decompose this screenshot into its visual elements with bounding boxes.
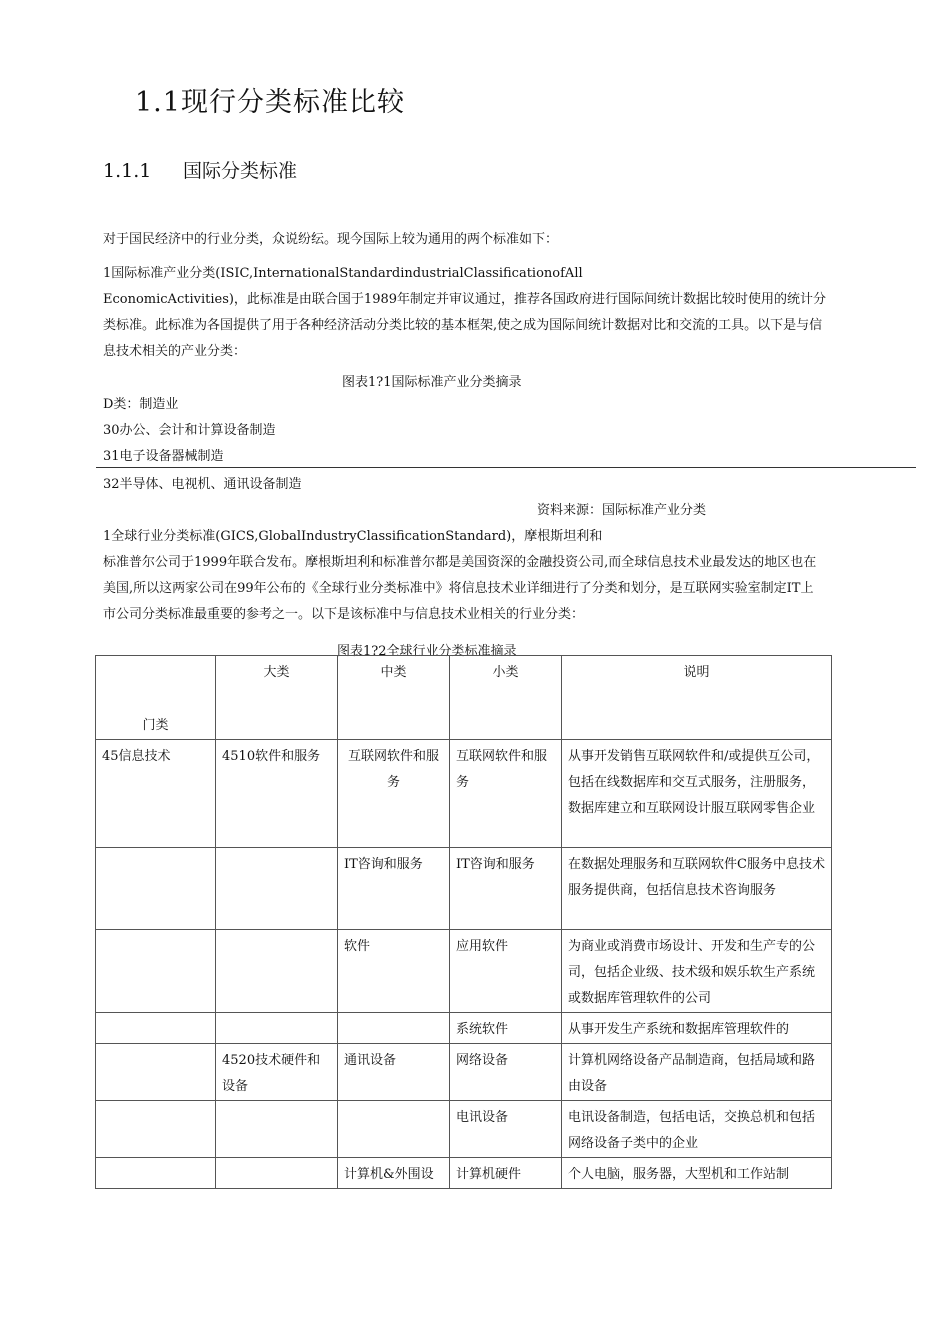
divider-line (96, 467, 916, 468)
table-row (96, 740, 832, 848)
table-row (96, 1158, 832, 1189)
cell-zhong: 软件 (338, 930, 450, 1013)
table-row (96, 930, 832, 1013)
gics-line: 美国,所以这两家公司在99年公布的《全球行业分类标准中》将信息技术业详细进行了分类和划分，是互联网实验室制定IT上 (103, 581, 814, 596)
table-row (96, 1044, 832, 1101)
isic-item: 31电子设备器械制造 (103, 449, 224, 464)
isic-caption: 图表1?1国际标准产业分类摘录 (342, 375, 522, 390)
cell-zhong: 互联网软件和服务 (338, 740, 450, 848)
cell-desc: 在数据处理服务和互联网软件C服务中息技术服务提供商，包括信息技术咨询服务 (562, 848, 832, 930)
gics-table (95, 655, 832, 1189)
gics-line: 市公司分类标准最重要的参考之一。以下是该标准中与信息技术业相关的行业分类： (103, 607, 585, 622)
table-row (96, 1013, 832, 1044)
subsection-number: 1.1.1 (103, 160, 152, 182)
gics-paragraph (103, 524, 918, 628)
isic-line: 息技术相关的产业分类： (103, 344, 247, 359)
cell-zhong: 通讯设备 (338, 1044, 450, 1101)
cell-men (96, 1101, 216, 1158)
cell-da (216, 1013, 338, 1044)
cell-desc: 电讯设备制造，包括电话，交换总机和包括网络设备子类中的企业 (562, 1101, 832, 1158)
isic-line: 类标准。此标准为各国提供了用于各种经济活动分类比较的基本框架,使之成为国际间统计数据对比和交流的工具。以下是与信 (103, 318, 823, 333)
intro-paragraph: 对于国民经济中的行业分类，众说纷纭。现今国际上较为通用的两个标准如下： (103, 232, 559, 247)
cell-xiao: 系统软件 (450, 1013, 562, 1044)
cell-xiao: 电讯设备 (450, 1101, 562, 1158)
isic-item: 30办公、会计和计算设备制造 (103, 423, 276, 438)
cell-da (216, 930, 338, 1013)
cell-desc: 从事开发销售互联网软件和/或提供互公司，包括在线数据库和交互式服务，注册服务，数据库建立和互联网设计服互联网零售企业 (562, 740, 832, 848)
isic-list (103, 392, 918, 470)
cell-da (216, 1158, 338, 1189)
isic-source: 资料来源：国际标准产业分类 (537, 503, 707, 518)
isic-paragraph (103, 261, 918, 365)
gics-line: 1全球行业分类标准(GICS,GlobalIndustryClassificationStandard)，摩根斯坦利和 (103, 529, 603, 544)
cell-desc: 从事开发生产系统和数据库管理软件的 (562, 1013, 832, 1044)
table-row (96, 1101, 832, 1158)
cell-da: 4520技术硬件和设备 (216, 1044, 338, 1101)
header-xiao: 小类 (450, 656, 562, 740)
cell-xiao: 互联网软件和服务 (450, 740, 562, 848)
header-men: 门类 (96, 656, 216, 740)
cell-desc: 个人电脑，服务器，大型机和工作站制 (562, 1158, 832, 1189)
section-heading: 1.1现行分类标准比较 (135, 87, 405, 118)
cell-zhong: IT咨询和服务 (338, 848, 450, 930)
cell-zhong: 计算机&外围设 (338, 1158, 450, 1189)
header-zhong: 中类 (338, 656, 450, 740)
table-row (96, 848, 832, 930)
cell-men (96, 930, 216, 1013)
cell-desc: 为商业或消费市场设计、开发和生产专的公司，包括企业级、技术级和娱乐软生产系统或数据库管理软件的公司 (562, 930, 832, 1013)
cell-men: 45信息技术 (96, 740, 216, 848)
isic-line: EconomicActivities)，此标准是由联合国于1989年制定并审议通过，推荐各国政府进行国际间统计数据比较时使用的统计分 (103, 292, 827, 307)
cell-men (96, 1158, 216, 1189)
subsection-heading (103, 156, 297, 183)
isic-item: 32半导体、电视机、通讯设备制造 (103, 477, 302, 492)
table-header-row (96, 656, 832, 740)
gics-caption: 图表1?2全球行业分类标准摘录 (337, 644, 517, 659)
cell-da (216, 1101, 338, 1158)
cell-zhong (338, 1101, 450, 1158)
isic-item: D类：制造业 (103, 397, 179, 412)
cell-xiao: IT咨询和服务 (450, 848, 562, 930)
header-da: 大类 (216, 656, 338, 740)
cell-xiao: 网络设备 (450, 1044, 562, 1101)
cell-xiao: 计算机硬件 (450, 1158, 562, 1189)
cell-men (96, 1013, 216, 1044)
cell-zhong (338, 1013, 450, 1044)
subsection-title: 国际分类标准 (183, 160, 298, 182)
cell-xiao: 应用软件 (450, 930, 562, 1013)
gics-line: 标准普尔公司于1999年联合发布。摩根斯坦利和标准普尔都是美国资深的金融投资公司,而全球信息技术业最发达的地区也在 (103, 555, 817, 570)
cell-men (96, 1044, 216, 1101)
cell-da: 4510软件和服务 (216, 740, 338, 848)
header-shuoming: 说明 (562, 656, 832, 740)
cell-da (216, 848, 338, 930)
cell-men (96, 848, 216, 930)
cell-desc: 计算机网络设备产品制造商，包括局域和路由设备 (562, 1044, 832, 1101)
isic-line: 1国际标准产业分类(ISIC,InternationalStandardindustrialClassificationofAll (103, 266, 583, 281)
